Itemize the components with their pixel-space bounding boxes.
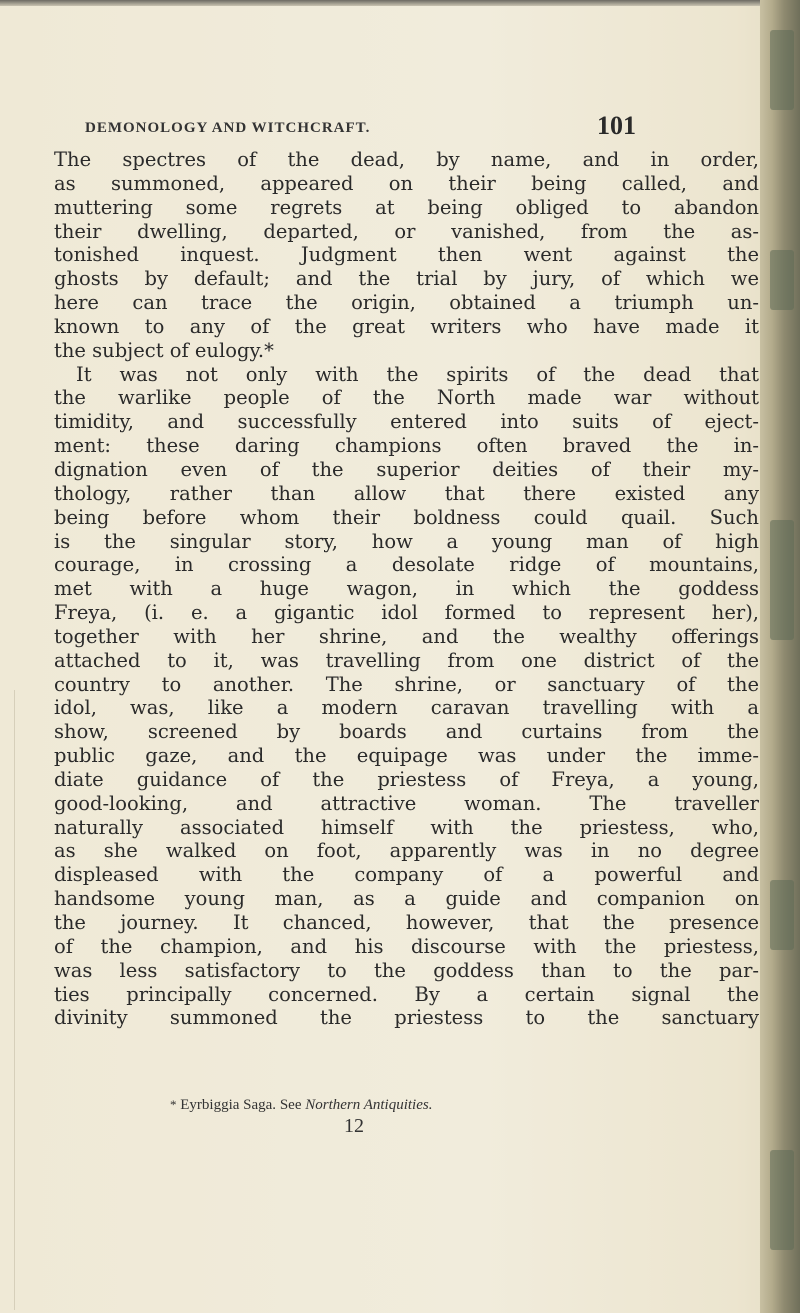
footnote-see: See [279,1097,302,1113]
text-line: the warlike people of the North made war without [54,386,759,410]
text-line: show, screened by boards and curtains from the [54,720,759,744]
footnote-source: Eyrbiggia Saga. [180,1097,277,1113]
text-line: timidity, and successfully entered into suits of eject- [54,410,759,434]
text-line: the journey. It chanced, however, that the presence [54,911,759,934]
text-line: met with a huge wagon, in which the goddess [54,577,759,601]
footnote-reference: Northern Antiquities. [305,1097,433,1113]
text-line: divinity summoned the priestess to the sanctuary [54,1006,759,1030]
spine-stain [770,1150,794,1250]
spine-stain [770,250,794,310]
text-line: diate guidance of the priestess of Freya, a young, [54,767,759,791]
text-line: Freya, (i. e. a gigantic idol formed to represent her), [54,601,759,625]
text-line: here can trace the origin, obtained a triumph un- [54,291,759,315]
text-line: being before whom their boldness could quail. Such [54,505,759,529]
footnote-mark: * [170,1097,177,1112]
text-line: ties principally concerned. By a certain signal the [54,982,759,1006]
text-line: was less satisfactory to the goddess than to the par- [54,958,759,982]
text-line: known to any of the great writers who have made it [54,314,759,338]
text-line: tonished inquest. Judgment then went against the [54,243,759,267]
text-line: displeased with the company of a powerful and [54,863,759,887]
text-line: is the singular story, how a young man of high [54,529,759,553]
text-line: attached to it, was travelling from one district of the [54,648,759,672]
text-line: ghosts by default; and the trial by jury, of which we [54,267,759,291]
body-text [54,148,759,1030]
text-line: ment: these daring champions often braved the in- [54,434,759,458]
page-top-edge [0,0,760,6]
text-line: as summoned, appeared on their being called, and [54,171,759,195]
book-spine-edge [760,0,800,1313]
text-line: as she walked on foot, apparently was in no degree [54,839,759,863]
text-line: The spectres of the dead, by name, and in order, [54,148,759,171]
text-line: handsome young man, as a guide and companion on [54,887,759,911]
text-line: country to another. The shrine, or sanctuary of the [54,672,759,696]
running-title: DEMONOLOGY AND WITCHCRAFT. [85,120,371,136]
running-head [85,111,760,147]
text-line: their dwelling, departed, or vanished, from the as- [54,219,759,243]
text-line: courage, in crossing a desolate ridge of mountains, [54,553,759,577]
spine-stain [770,880,794,950]
page-number: 101 [597,111,636,140]
text-line: the subject of eulogy.* [54,338,274,362]
footnote [170,1097,432,1114]
text-line: idol, was, like a modern caravan travelling with a [54,696,759,720]
text-line: dignation even of the superior deities of their my- [54,457,759,481]
signature-mark: 12 [344,1115,364,1137]
text-line: of the champion, and his discourse with the priestess, [54,934,759,958]
text-line: together with her shrine, and the wealthy offerings [54,624,759,648]
spine-stain [770,30,794,110]
text-line: thology, rather than allow that there existed any [54,481,759,505]
text-line: naturally associated himself with the priestess, who, [54,815,759,839]
text-line: public gaze, and the equipage was under the imme- [54,744,759,768]
text-line: muttering some regrets at being obliged to abandon [54,195,759,219]
text-line: good-looking, and attractive woman. The traveller [54,791,759,815]
page-fold-line [14,690,15,1310]
text-line: It was not only with the spirits of the dead that [76,362,759,386]
spine-stain [770,520,794,640]
